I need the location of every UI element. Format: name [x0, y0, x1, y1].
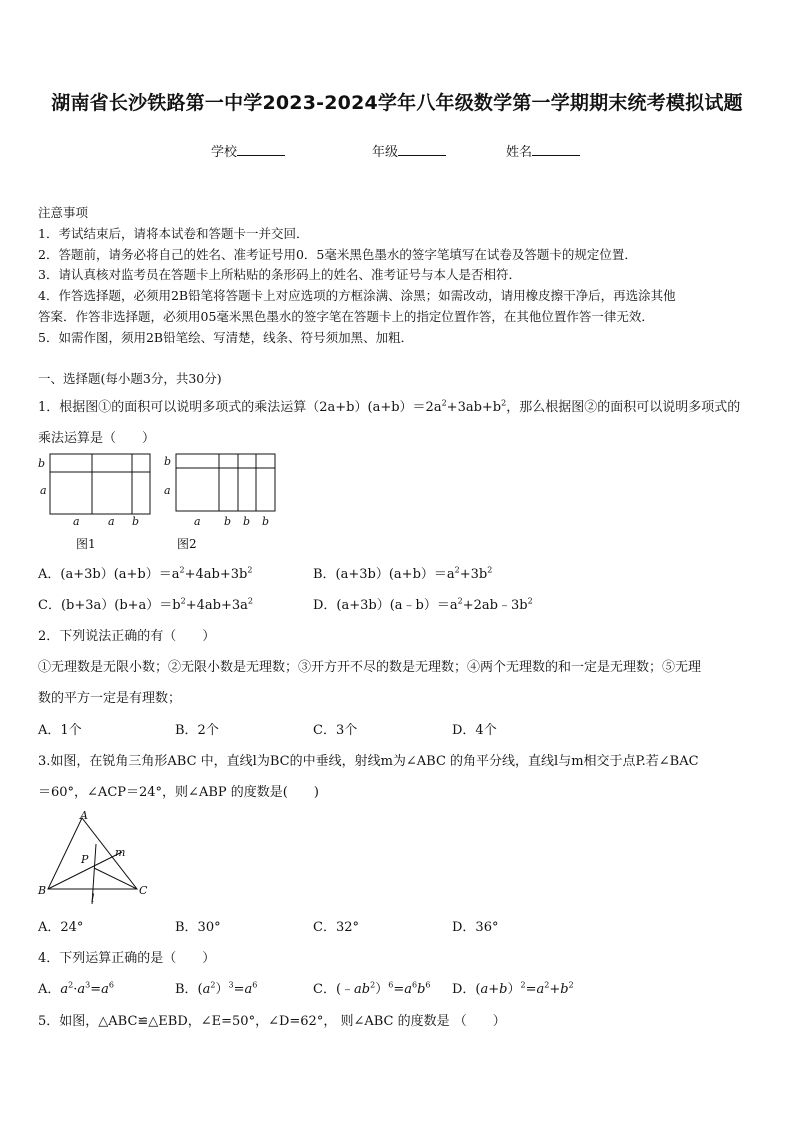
q2-option-c: C．3个 [313, 723, 358, 738]
label-P: P [81, 853, 89, 866]
notice-item: 4．作答选择题，必须用2B铅笔将答题卡上对应选项的方框涂满、涂黑；如需改动，请用橡皮擦干净后，再选涂其他 [38, 288, 676, 303]
fig2-label-b: b [243, 515, 251, 528]
notice-item: 2．答题前，请务必将自己的姓名、准考证号用0．5毫米黑色墨水的签字笔填写在试卷及答题卡的规定位置． [38, 247, 637, 262]
fig2-outer-rect [176, 454, 275, 511]
q4-option-a: A．$a^2\cdot a^3=a^6$ [38, 980, 115, 997]
q4-option-b: B．$(a^2)^3=a^6$ [175, 980, 258, 997]
q1-option-b: B．$(a+3b)(a+b)=a^2+3b^2$ [313, 565, 493, 582]
q3-option-c: C．32° [313, 920, 359, 935]
q2-option-d: D．4个 [452, 723, 497, 738]
q2-option-a: A．1个 [38, 723, 82, 738]
q3-triangle-figure [36, 808, 156, 908]
q3-option-a: A．24° [38, 920, 84, 935]
notice-item: 答案．作答非选择题，必须用05毫米黑色墨水的签字笔在答题卡上的指定位置作答，在其他位置作答一律无效． [38, 309, 654, 324]
grade-label: 年级 [372, 145, 399, 160]
page-title: 湖南省长沙铁路第一中学2023-2024学年八年级数学第一学期期末统考模拟试题 [51, 92, 743, 114]
figure-2 [164, 454, 275, 551]
grade-field [372, 141, 446, 160]
notice-heading: 注意事项 [38, 205, 89, 220]
fig2-label-a: a [164, 484, 171, 497]
notice-item: 3．请认真核对监考员在答题卡上所粘贴的条形码上的姓名、准考证号与本人是否相符． [38, 267, 521, 282]
fig1-label-b: b [132, 515, 140, 528]
figure-1 [38, 454, 150, 551]
label-C: C [139, 884, 148, 897]
q4-stem: 4．下列运算正确的是（ ） [38, 951, 216, 966]
q3-stem: 3.如图，在锐角三角形ABC 中，直线l为BC的中垂线，射线m为∠ABC 的角平分线，直线l与m相交于点P.若∠BAC [38, 754, 699, 769]
q1-figures [36, 450, 281, 554]
q1-option-a: A．$(a+3b)(a+b)=a^2+4ab+3b^2$ [38, 565, 253, 582]
fig2-label-b: b [164, 455, 172, 468]
fig1-caption: 图1 [76, 537, 96, 551]
name-field [506, 141, 580, 160]
label-l: l [91, 892, 95, 905]
fig2-caption: 图2 [177, 537, 197, 551]
q2-stem: 2．下列说法正确的有（ ） [38, 629, 216, 644]
q3-option-d: D．36° [452, 920, 499, 935]
q1-option-d: D．$(a+3b)(a﹣b)=a^2+2ab﹣3b^2$ [313, 596, 533, 613]
q4-option-d: D．$(a+b)^2=a^2+b^2$ [452, 980, 574, 997]
fig1-label-a: a [108, 515, 115, 528]
segment-pc [94, 868, 137, 889]
school-field [211, 141, 285, 160]
name-blank [532, 143, 580, 156]
notice-item: 5．如需作图，须用2B铅笔绘、写清楚，线条、符号须加黑、加粗． [38, 330, 414, 345]
q1-stem: 1．根据图①的面积可以说明多项式的乘法运算$(2a+b)(a+b)=2a^2+3ab+b^2$，那么根据图②的面积可以说明多项式的 [38, 398, 741, 415]
q3-stem-line2: ＝60°，∠ACP＝24°，则∠ABP 的度数是( ) [38, 785, 319, 800]
q5-stem: 5．如图，△ABC≌△EBD，∠E=50°，∠D=62°， 则∠ABC 的度数是 （ ） [38, 1014, 506, 1029]
q2-option-b: B．2个 [175, 723, 219, 738]
q3-option-b: B．30° [175, 920, 221, 935]
fig2-label-b: b [224, 515, 232, 528]
label-m: m [115, 846, 126, 859]
fig2-label-b: b [262, 515, 270, 528]
school-label: 学校 [211, 145, 238, 160]
fig1-label-b: b [38, 457, 46, 470]
grade-blank [398, 143, 446, 156]
label-B: B [38, 884, 47, 897]
fig1-outer-rect [50, 454, 150, 514]
section-heading: 一、选择题(每小题3分，共30分) [38, 371, 222, 386]
school-blank [237, 143, 285, 156]
fig1-label-a: a [73, 515, 80, 528]
q4-option-c: C．$(﹣ab^2)^6=a^6b^6$ [313, 980, 431, 997]
q2-statements-line2: 数的平方一定是有理数； [38, 691, 182, 706]
name-label: 姓名 [506, 145, 533, 160]
q1-option-c: C．$(b+3a)(b+a)=b^2+4ab+3a^2$ [38, 596, 253, 613]
q1-stem-line2: 乘法运算是（ ） [38, 431, 156, 446]
fig2-label-a: a [194, 515, 201, 528]
q2-statements: ①无理数是无限小数；②无限小数是无理数；③开方开不尽的数是无理数；④两个无理数的和一定是无理数；⑤无理 [38, 660, 702, 675]
fig1-label-a: a [40, 484, 47, 497]
notice-item: 1．考试结束后，请将本试卷和答题卡一并交回． [38, 226, 309, 241]
label-A: A [80, 809, 88, 822]
